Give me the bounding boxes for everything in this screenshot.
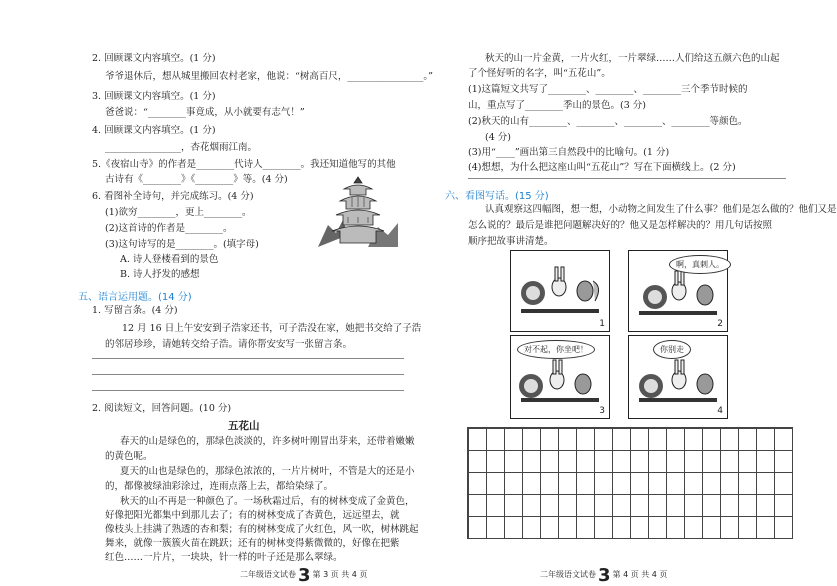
answer-line[interactable] bbox=[92, 390, 404, 391]
section-5-points: (14 分) bbox=[158, 292, 192, 303]
option-a: A. 诗人登楼看到的景色 bbox=[120, 254, 219, 265]
reading-question: 2. 阅读短文，回答问题。(10 分) bbox=[92, 403, 232, 414]
reading-q1-cont: 山，重点写了________季山的景色。(3 分) bbox=[468, 100, 646, 111]
passage-title: 五花山 bbox=[228, 420, 260, 432]
note-question: 1. 写留言条。(4 分) bbox=[92, 305, 178, 316]
reading-q2-cont: (4 分) bbox=[485, 132, 511, 143]
page-footer bbox=[540, 565, 667, 586]
question-6-3: (3)这句诗写的是________。(填字母) bbox=[105, 239, 259, 250]
section-6-heading bbox=[445, 187, 549, 202]
passage-line: 舞来，就像一簇簇火苗在跳跃；还有的树林变得紫微微的，好像在把紫 bbox=[105, 538, 400, 549]
passage-line: 春天的山是绿色的，那绿色淡淡的，许多树叶刚冒出芽来，还带着嫩嫩 bbox=[120, 436, 415, 447]
question-2: 2. 回顾课文内容填空。(1 分) bbox=[92, 53, 216, 64]
answer-line[interactable] bbox=[468, 178, 786, 179]
question-3: 3. 回顾课文内容填空。(1 分) bbox=[92, 91, 216, 102]
passage-continuation: 秋天的山一片金黄，一片火红，一片翠绿……人们给这五颜六色的山起 bbox=[485, 53, 780, 64]
footer-page: 第 4 页 共 4 页 bbox=[612, 570, 668, 579]
passage-line: 秋天的山不再是一种颜色了。一场秋霜过后，有的树林变成了金黄色， bbox=[120, 496, 415, 507]
section-6-points: (15 分) bbox=[515, 191, 549, 202]
panel-number: 4 bbox=[717, 406, 723, 416]
panel-number: 2 bbox=[717, 319, 723, 329]
comic-panel-2 bbox=[628, 250, 728, 332]
passage-line: 的，都像被绿油彩涂过，连雨点落上去，都给染绿了。 bbox=[105, 481, 334, 492]
question-5-cont: 古诗有《________》《________》等。(4 分) bbox=[105, 174, 288, 185]
passage-line: 夏天的山也是绿色的，那绿色浓浓的，一片片树叶，不管是大的还是小 bbox=[120, 466, 415, 477]
passage-line: 的黄色呢。 bbox=[105, 451, 153, 462]
speech-bubble: 对不起，你坐吧！ bbox=[517, 340, 595, 359]
comic-panel-1 bbox=[510, 250, 610, 332]
reading-q2: (2)秋天的山有________、________、________、________等颜色。 bbox=[468, 116, 748, 127]
footer-page: 第 3 页 共 4 页 bbox=[312, 570, 368, 579]
speech-bubble: 啊，真刺人。 bbox=[669, 255, 731, 274]
reading-q3: (3)用“____”画出第三自然段中的比喻句。(1 分) bbox=[468, 147, 670, 158]
reading-q4: (4)想想，为什么把这座山叫“五花山”？写在下面横线上。(2 分) bbox=[468, 162, 736, 173]
answer-line[interactable] bbox=[92, 358, 404, 359]
writing-grid[interactable] bbox=[467, 427, 793, 539]
writing-prompt: 顺序把故事讲清楚。 bbox=[468, 236, 554, 247]
passage-line: 红色……一片片，一块块，针一样的叶子还是那么翠绿。 bbox=[105, 552, 343, 563]
footer-label: 二年级语文试卷 bbox=[240, 570, 296, 579]
writing-prompt: 认真观察这四幅图，想一想，小动物之间发生了什么事？他们是怎么做的？他们又是 bbox=[485, 204, 837, 215]
comic-panel-3 bbox=[510, 335, 610, 419]
pagoda-illustration bbox=[318, 175, 398, 247]
section-5-heading bbox=[78, 288, 192, 303]
footer-label: 二年级语文试卷 bbox=[540, 570, 596, 579]
answer-line[interactable] bbox=[92, 374, 404, 375]
passage-line: 像枝头上挂满了熟透的杏和梨；有的树林变成了火红色，风一吹，树林跳起 bbox=[105, 524, 419, 535]
panel-number: 3 bbox=[599, 406, 605, 416]
reading-q1: (1)这篇短文共写了________、________、________三个季节时候的 bbox=[468, 84, 748, 95]
question-4: 4. 回顾课文内容填空。(1 分) bbox=[92, 125, 216, 136]
footer-number: 3 bbox=[598, 565, 611, 586]
question-5: 5.《夜宿山寺》的作者是________代诗人________。我还知道他写的其他 bbox=[92, 159, 396, 170]
panel-number: 1 bbox=[599, 319, 605, 329]
question-6-2: (2)这首诗的作者是________。 bbox=[105, 223, 233, 234]
note-instruction-1: 12 月 16 日上午安安到子浩家还书，可子浩没在家，她把书交给了子浩 bbox=[122, 323, 422, 334]
hedgehog-rabbit-squirrel-scene bbox=[511, 251, 609, 321]
page-footer bbox=[240, 565, 367, 586]
question-6-1: (1)欲穷________，更上________。 bbox=[105, 207, 252, 218]
note-instruction-2: 的邻居珍珍，请她转交给子浩。请你帮安安写一张留言条。 bbox=[105, 339, 353, 350]
speech-bubble: 你别走 bbox=[653, 340, 691, 359]
comic-panel-4 bbox=[628, 335, 728, 419]
footer-number: 3 bbox=[298, 565, 311, 586]
passage-line: 好像把阳光都集中到那儿去了；有的树林变成了杏黄色，远远望去，就 bbox=[105, 510, 400, 521]
question-4-body: ________________，杏花烟雨江南。 bbox=[105, 142, 258, 153]
question-6: 6. 看图补全诗句，并完成练习。(4 分) bbox=[92, 191, 254, 202]
section-5-label: 五、语言运用题。 bbox=[78, 292, 158, 303]
section-6-label: 六、看图写话。 bbox=[445, 191, 515, 202]
question-2-body: 爷爷退休后，想从城里搬回农村老家，他说：“树高百尺，________________。” bbox=[105, 71, 433, 82]
writing-prompt: 怎么说的？最后是谁把问题解决好的？他又是怎样解决的？用几句话按照 bbox=[468, 220, 773, 231]
option-b: B. 诗人抒发的感想 bbox=[120, 269, 200, 280]
passage-continuation: 了个怪好听的名字，叫“五花山”。 bbox=[468, 68, 611, 79]
question-3-body: 爸爸说：“________事竟成，从小就要有志气！” bbox=[105, 107, 305, 118]
